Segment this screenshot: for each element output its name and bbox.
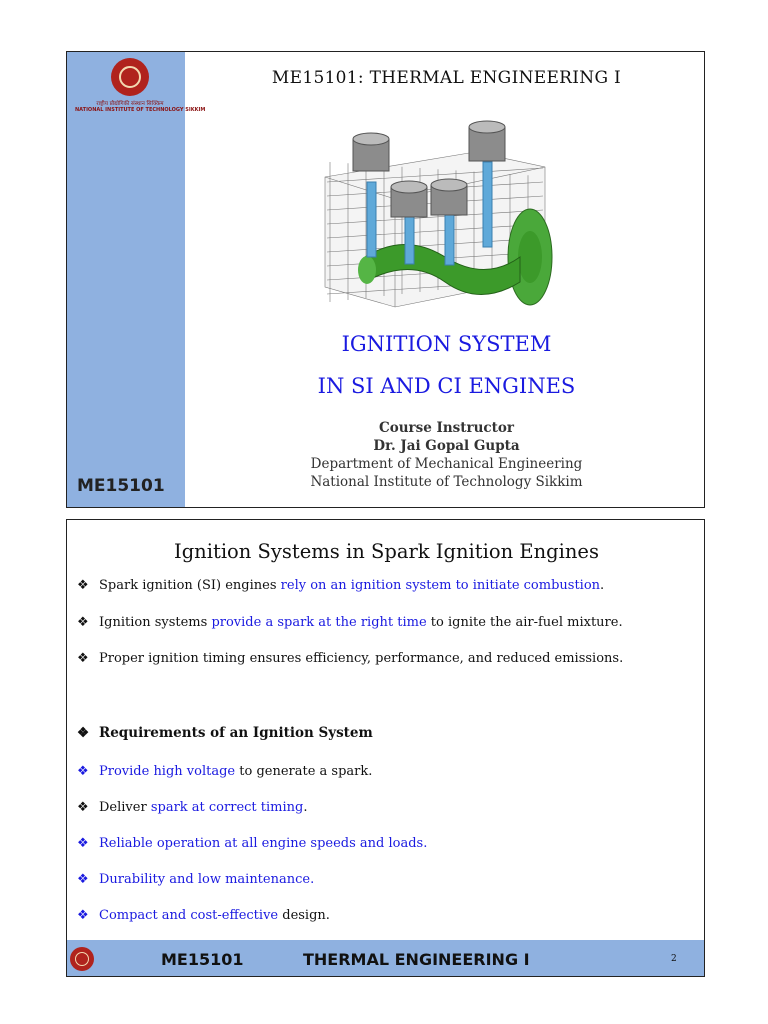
content-slide (66, 519, 705, 977)
title-slide (66, 51, 705, 508)
nit-sikkim-logo-icon (111, 58, 149, 96)
diamond-bullet-icon: ❖ (77, 872, 89, 887)
requirement-item: ❖ Compact and cost-effective design. (77, 908, 330, 923)
slide-title-line-2: IN SI AND CI ENGINES (317, 374, 576, 398)
sidebar (67, 52, 206, 507)
diamond-bullet-icon: ❖ (77, 725, 90, 741)
page-number: 2 (671, 954, 677, 964)
instructor-label: Course Instructor (378, 420, 515, 436)
bullet-item: ❖ Ignition systems provide a spark at the right time to ignite the air-fuel mixture. (77, 615, 623, 630)
requirement-item: ❖ Provide high voltage to generate a spark. (77, 764, 373, 779)
institute-logo-block (75, 58, 206, 113)
diamond-bullet-icon: ❖ (77, 764, 89, 779)
requirement-item: ❖ Deliver spark at correct timing. (77, 800, 308, 815)
requirement-item: ❖ Reliable operation at all engine speeds and loads. (77, 836, 428, 851)
nit-sikkim-logo-icon (70, 947, 94, 971)
institute-name-hindi: राष्ट्रीय प्रौद्योगिकी संस्थान सिक्किम (96, 101, 164, 107)
requirement-item: ❖ Durability and low maintenance. (77, 872, 315, 887)
bullet-item: ❖ Spark ignition (SI) engines rely on an ignition system to initiate combustion. (77, 578, 605, 593)
diamond-bullet-icon: ❖ (77, 651, 89, 666)
footer-course-title: THERMAL ENGINEERING I (303, 950, 530, 969)
institute-name-english: NATIONAL INSTITUTE OF TECHNOLOGY SIKKIM (75, 107, 206, 113)
slide-title: Ignition Systems in Spark Ignition Engines (174, 540, 599, 563)
department-name: Department of Mechanical Engineering (310, 456, 583, 472)
bullet-item: ❖ Proper ignition timing ensures efficiency, performance, and reduced emissions. (77, 651, 624, 666)
diamond-bullet-icon: ❖ (77, 615, 89, 630)
footer-course-code: ME15101 (161, 950, 244, 969)
engine-illustration (305, 107, 565, 322)
sidebar-course-code: ME15101 (77, 476, 165, 496)
course-title: ME15101: THERMAL ENGINEERING I (271, 68, 622, 88)
diamond-bullet-icon: ❖ (77, 578, 89, 593)
instructor-name: Dr. Jai Gopal Gupta (373, 438, 520, 454)
requirements-heading: ❖ Requirements of an Ignition System (77, 725, 373, 741)
diamond-bullet-icon: ❖ (77, 800, 89, 815)
institute-name: National Institute of Technology Sikkim (310, 474, 583, 490)
slide-footer (67, 940, 705, 977)
slide-title-line-1: IGNITION SYSTEM (341, 332, 552, 356)
diamond-bullet-icon: ❖ (77, 836, 89, 851)
diamond-bullet-icon: ❖ (77, 908, 89, 923)
